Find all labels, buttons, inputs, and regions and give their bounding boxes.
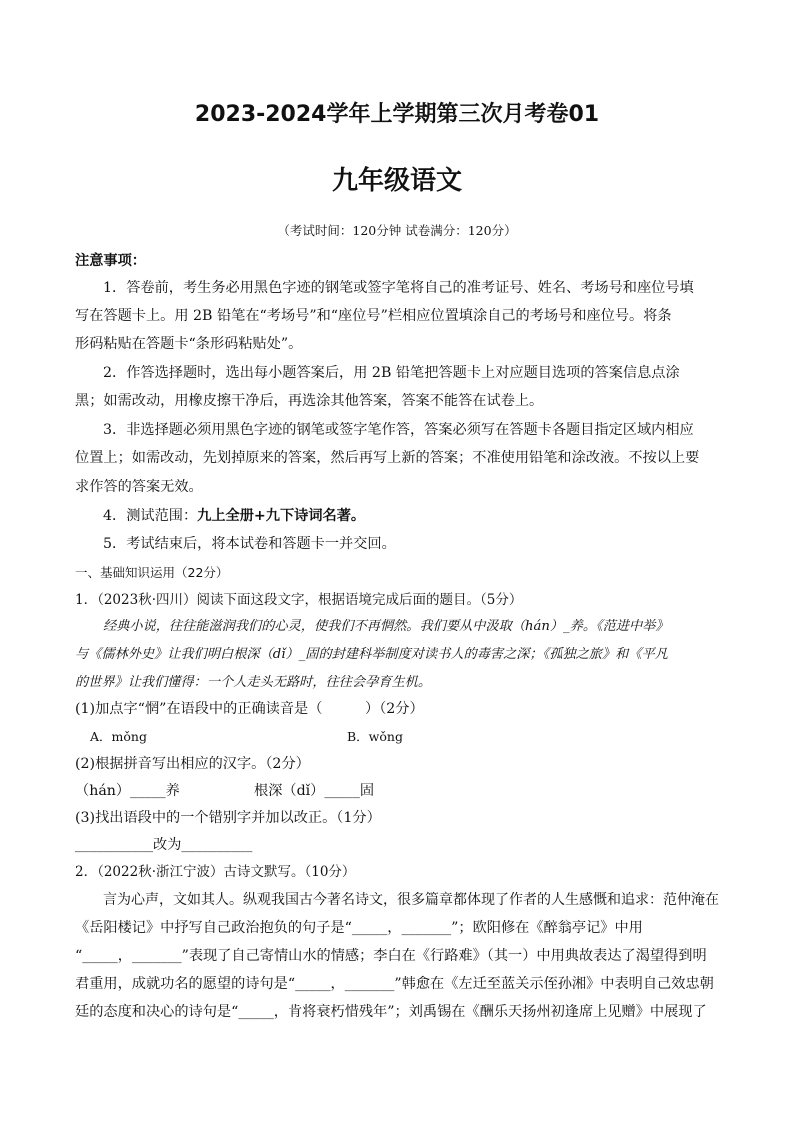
answer-blank-han: （hán）_____养 [75, 783, 180, 799]
notice-heading: 注意事项： [75, 253, 146, 269]
notice-item-4-scope: 九上全册+九下诗词名著。 [197, 508, 366, 524]
passage-line: 的世界》让我们懂得：一个人走头无路时，往往会孕育生机。 [75, 675, 432, 690]
notice-line: 形码粘贴在答题卡“条形码粘贴处”。 [75, 336, 303, 352]
passage-line: 经典小说，往往能滋润我们的心灵，使我们不再惘然。我们要从中汲取（hán）_养。《范进中举》 [103, 619, 669, 634]
notice-line: 1．答卷前，考生务必用黑色字迹的钢笔或签字笔将自己的准考证号、姓名、考场号和座位号填 [103, 280, 694, 296]
notice-item-4 [103, 506, 365, 526]
notice-line: 位置上；如需改动，先划掉原来的答案，然后再写上新的答案；不准使用铅笔和涂改液。不按以上要 [75, 450, 700, 466]
notice-line: 求作答的答案无效。 [75, 479, 203, 495]
question-1-sub-2: (2)根据拼音写出相应的汉字。（2分） [75, 756, 310, 772]
notice-line: 写在答题卡上。用 2B 铅笔在“考场号”和“座位号”栏相应位置填涂自己的考场号和座位号。将条 [75, 308, 672, 324]
notice-line: 黑；如需改动，用橡皮擦干净后，再选涂其他答案，答案不能答在试卷上。 [75, 393, 544, 409]
option-a: A．mǒng [90, 729, 147, 744]
question-2-line: 君重用，成就功名的愿望的诗句是“_____，_______”韩愈在《左迁至蓝关示侄孙湘》中表明自己效忠朝 [75, 976, 714, 992]
passage-line: 与《儒林外史》让我们明白根深（dǐ）_固的封建科举制度对读书人的毒害之深；《孤独之旅》和《平凡 [75, 647, 668, 662]
question-1-sub-1: (1)加点字“惘”在语段中的正确读音是（ ）（2分） [75, 701, 424, 717]
option-b: B．wǒng [347, 729, 403, 744]
notice-line: 2．作答选择题时，选出每小题答案后，用 2B 铅笔把答题卡上对应题目选项的答案信息点涂 [103, 365, 680, 381]
notice-item-4-prefix: 4．测试范围： [103, 508, 198, 524]
section-heading: 一、基础知识运用（22分） [75, 565, 229, 580]
question-2-line: 《岳阳楼记》中抒写自己政治抱负的句子是“_____，_______”；欧阳修在《醉翁亭记》中用 [75, 920, 643, 936]
question-2-line: 言为心声，文如其人。纵观我国古今著名诗文，很多篇章都体现了作者的人生感慨和追求：范仲淹在 [103, 892, 719, 908]
question-1-sub-3: (3)找出语段中的一个错别字并加以改正。（1分） [75, 810, 381, 826]
notice-line: 3．非选择题必须用黑色字迹的钢笔或签字笔作答，答案必须写在答题卡各题目指定区域内相应 [103, 422, 694, 438]
notice-item-5: 5．考试结束后，将本试卷和答题卡一并交回。 [103, 536, 396, 552]
question-2-line: “_____，_______”表现了自己寄情山水的情感；李白在《行路难》（其一）中用典故表达了渴望得到明 [75, 948, 707, 964]
answer-blank-di: 根深（dǐ）_____固 [254, 783, 375, 799]
question-2-stem: 2．（2022秋·浙江宁波）古诗文默写。（10分） [75, 864, 356, 880]
question-1-stem: 1．（2023秋·四川）阅读下面这段文字，根据语境完成后面的题目。（5分） [75, 592, 523, 608]
question-2-line: 廷的态度和决心的诗句是“_____，肯将衰朽惜残年”；刘禹锡在《酬乐天扬州初逢席上见赠》中展现了 [75, 1004, 707, 1020]
answer-blank-correction: ___________改为__________ [75, 837, 253, 853]
exam-title: 2023-2024学年上学期第三次月考卷01 [194, 102, 600, 127]
exam-info: （考试时间：120分钟 试卷满分：120分） [277, 223, 517, 238]
exam-subject: 九年级语文 [331, 166, 462, 196]
